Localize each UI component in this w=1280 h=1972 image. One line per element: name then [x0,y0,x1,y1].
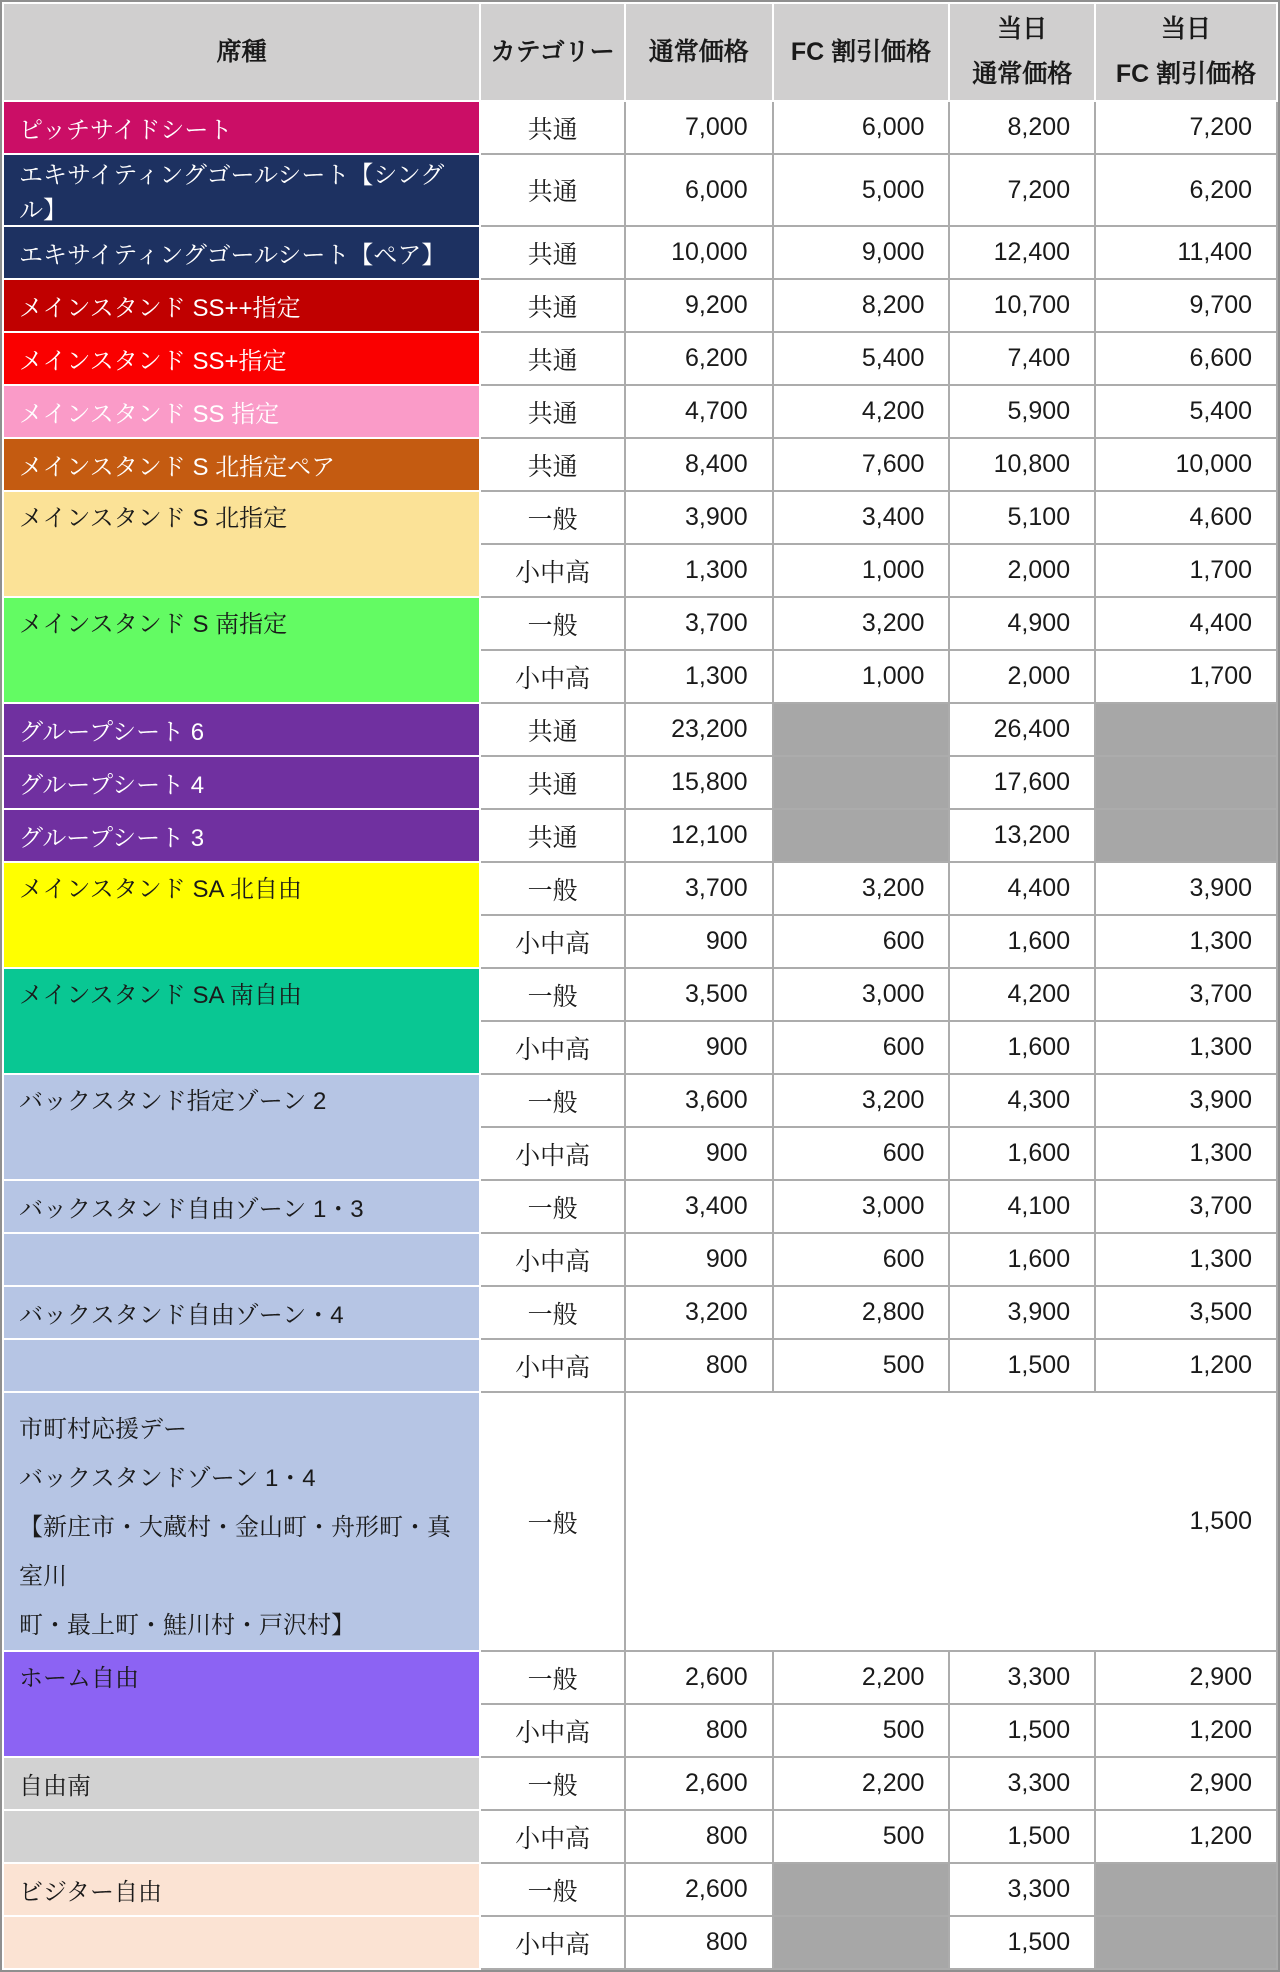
fc-price-cell: 4,200 [773,385,950,438]
fc-price-cell: 2,200 [773,1651,950,1704]
normal-price-cell: 6,200 [625,332,773,385]
category-cell: 一般 [480,1863,625,1916]
category-cell: 小中高 [480,544,625,597]
category-cell: 小中高 [480,1704,625,1757]
sameday-fc-price-cell: 1,300 [1095,1233,1277,1286]
header-normal-price: 通常価格 [625,3,773,101]
category-cell: 共通 [480,703,625,756]
sameday-price-cell: 3,300 [949,1863,1095,1916]
sameday-fc-price-cell: 1,300 [1095,1127,1277,1180]
fc-price-cell: 1,000 [773,544,950,597]
sameday-fc-price-cell-disabled [1095,809,1277,862]
fc-price-cell-disabled [773,756,950,809]
seat-cell: グループシート 4 [3,756,480,809]
fc-price-cell: 600 [773,915,950,968]
fc-price-cell: 9,000 [773,226,950,279]
seat-cell: メインスタンド SS++指定 [3,279,480,332]
seat-cell: 自由南 [3,1757,480,1810]
normal-price-cell: 2,600 [625,1863,773,1916]
seat-cell-continuation [3,1233,480,1286]
table-row [3,226,1277,279]
sameday-price-cell: 10,700 [949,279,1095,332]
seat-cell: ピッチサイドシート [3,101,480,154]
sameday-fc-price-cell: 9,700 [1095,279,1277,332]
sameday-price-cell: 7,200 [949,154,1095,226]
normal-price-cell: 900 [625,1021,773,1074]
fc-price-cell-disabled [773,1916,950,1969]
fc-price-cell: 5,000 [773,154,950,226]
fc-price-cell-disabled [773,1863,950,1916]
category-cell: 共通 [480,101,625,154]
table-row [3,101,1277,154]
seat-cell-continuation [3,1810,480,1863]
category-cell: 小中高 [480,1339,625,1392]
sameday-fc-price-cell: 3,700 [1095,1180,1277,1233]
sameday-fc-price-cell: 3,700 [1095,968,1277,1021]
category-cell: 共通 [480,809,625,862]
table-row [3,1339,1277,1392]
fc-price-cell: 3,000 [773,968,950,1021]
seat-cell: グループシート 3 [3,809,480,862]
fc-price-cell: 600 [773,1021,950,1074]
category-cell: 一般 [480,1757,625,1810]
sameday-price-cell: 1,500 [949,1704,1095,1757]
sameday-price-cell: 3,900 [949,1286,1095,1339]
sameday-fc-price-cell: 2,900 [1095,1757,1277,1810]
table-row [3,703,1277,756]
header-sameday-fc-price [1095,3,1277,101]
sameday-fc-price-cell-disabled [1095,1916,1277,1969]
table-row [3,597,1277,650]
sameday-fc-price-cell: 1,300 [1095,915,1277,968]
sameday-price-cell: 10,800 [949,438,1095,491]
normal-price-cell: 23,200 [625,703,773,756]
fc-price-cell: 500 [773,1704,950,1757]
category-cell: 一般 [480,968,625,1021]
header-sameday-fc-line2: FC 割引価格 [1115,60,1257,88]
sameday-fc-price-cell-disabled [1095,1863,1277,1916]
table-row [3,154,1277,226]
category-cell: 小中高 [480,1810,625,1863]
sameday-price-cell: 4,400 [949,862,1095,915]
normal-price-cell: 1,300 [625,650,773,703]
seat-cell: メインスタンド SS+指定 [3,332,480,385]
normal-price-cell: 3,700 [625,862,773,915]
normal-price-cell: 900 [625,915,773,968]
normal-price-cell: 12,100 [625,809,773,862]
fc-price-cell: 1,000 [773,650,950,703]
sameday-price-cell: 4,300 [949,1074,1095,1127]
seat-cell: エキサイティングゴールシート【シングル】 [3,154,480,226]
sameday-price-cell: 1,500 [949,1916,1095,1969]
fc-price-cell: 2,200 [773,1757,950,1810]
sameday-fc-price-cell: 1,200 [1095,1810,1277,1863]
header-sameday-line2: 通常価格 [972,60,1073,88]
sameday-price-cell: 3,300 [949,1757,1095,1810]
sameday-price-cell: 1,600 [949,1233,1095,1286]
sameday-fc-price-cell: 3,900 [1095,1074,1277,1127]
normal-price-cell: 15,800 [625,756,773,809]
category-cell: 一般 [480,1286,625,1339]
seat-cell: メインスタンド SS 指定 [3,385,480,438]
normal-price-cell: 3,200 [625,1286,773,1339]
table-row [3,385,1277,438]
seat-cell: バックスタンド自由ゾーン・4 [3,1286,480,1339]
fc-price-cell-disabled [773,809,950,862]
fc-price-cell: 3,400 [773,491,950,544]
sameday-fc-price-cell: 1,300 [1095,1021,1277,1074]
sameday-price-cell: 26,400 [949,703,1095,756]
category-cell: 共通 [480,385,625,438]
normal-price-cell: 800 [625,1339,773,1392]
normal-price-cell: 2,600 [625,1757,773,1810]
fc-price-cell: 6,000 [773,101,950,154]
sameday-fc-price-cell-disabled [1095,756,1277,809]
table-row [3,1810,1277,1863]
normal-price-cell: 4,700 [625,385,773,438]
header-fc-discount-price: FC 割引価格 [773,3,950,101]
sameday-price-cell: 8,200 [949,101,1095,154]
sameday-price-cell: 12,400 [949,226,1095,279]
normal-price-cell: 900 [625,1127,773,1180]
category-cell: 小中高 [480,650,625,703]
seat-line: 市町村応援デー [19,1416,187,1443]
table-row [3,1074,1277,1127]
category-cell: 一般 [480,491,625,544]
seat-cell: グループシート 6 [3,703,480,756]
sameday-price-cell: 7,400 [949,332,1095,385]
sameday-fc-price-cell: 5,400 [1095,385,1277,438]
sameday-price-cell: 4,200 [949,968,1095,1021]
sameday-fc-price-cell: 11,400 [1095,226,1277,279]
table-row [3,809,1277,862]
table-row [3,1233,1277,1286]
category-cell: 一般 [480,1180,625,1233]
sameday-fc-price-cell: 1,200 [1095,1704,1277,1757]
normal-price-cell: 3,400 [625,1180,773,1233]
table-row [3,1651,1277,1704]
normal-price-cell: 800 [625,1810,773,1863]
category-cell: 一般 [480,597,625,650]
category-cell: 一般 [480,1651,625,1704]
sameday-fc-price-cell: 2,900 [1095,1651,1277,1704]
category-cell: 小中高 [480,915,625,968]
fc-price-cell: 7,600 [773,438,950,491]
fc-price-cell: 3,200 [773,597,950,650]
normal-price-cell: 900 [625,1233,773,1286]
category-cell: 一般 [480,1074,625,1127]
seat-cell: メインスタンド S 北指定 [3,491,480,597]
header-seat-type: 席種 [3,3,480,101]
normal-price-cell: 800 [625,1916,773,1969]
seat-line: 町・最上町・鮭川村・戸沢村】 [19,1612,355,1639]
seat-cell: バックスタンド自由ゾーン 1・3 [3,1180,480,1233]
normal-price-cell: 1,300 [625,544,773,597]
table-row [3,279,1277,332]
normal-price-cell: 3,600 [625,1074,773,1127]
category-cell: 共通 [480,332,625,385]
fc-price-cell: 500 [773,1810,950,1863]
seat-cell: ビジター自由 [3,1863,480,1916]
category-cell: 共通 [480,154,625,226]
seat-line: バックスタンドゾーン 1・4 [19,1465,316,1492]
fc-price-cell: 500 [773,1339,950,1392]
table-row [3,1916,1277,1969]
ticket-price-table [2,2,1278,1970]
fc-price-cell: 600 [773,1233,950,1286]
seat-cell [3,1392,480,1651]
seat-cell-continuation [3,1916,480,1969]
category-cell: 共通 [480,756,625,809]
sameday-fc-price-cell: 3,500 [1095,1286,1277,1339]
normal-price-cell: 7,000 [625,101,773,154]
seat-cell: メインスタンド SA 北自由 [3,862,480,968]
normal-price-cell: 3,700 [625,597,773,650]
sameday-fc-price-cell: 1,700 [1095,650,1277,703]
sameday-price-cell: 1,500 [949,1810,1095,1863]
category-cell: 小中高 [480,1021,625,1074]
table-row [3,1757,1277,1810]
normal-price-cell: 9,200 [625,279,773,332]
category-cell: 共通 [480,438,625,491]
sameday-price-cell: 1,600 [949,915,1095,968]
header-sameday-fc-line1: 当日 [1161,15,1212,43]
normal-price-cell: 3,900 [625,491,773,544]
sameday-fc-price-cell: 4,400 [1095,597,1277,650]
header-sameday-line1: 当日 [997,15,1048,43]
sameday-fc-price-cell: 6,600 [1095,332,1277,385]
category-cell: 一般 [480,862,625,915]
sameday-price-cell: 13,200 [949,809,1095,862]
sameday-fc-price-cell: 1,200 [1095,1339,1277,1392]
header-row [3,3,1277,101]
sameday-fc-price-cell-disabled [1095,703,1277,756]
normal-price-cell: 3,500 [625,968,773,1021]
sameday-price-cell: 4,900 [949,597,1095,650]
category-cell: 小中高 [480,1233,625,1286]
sameday-price-cell: 2,000 [949,650,1095,703]
sameday-fc-price-cell: 3,900 [1095,862,1277,915]
municipality-support-row [3,1392,1277,1651]
table-row [3,491,1277,544]
table-row [3,1863,1277,1916]
table-row [3,1286,1277,1339]
table-row [3,862,1277,915]
category-cell: 一般 [480,1392,625,1651]
fc-price-cell: 2,800 [773,1286,950,1339]
seat-line: 【新庄市・大蔵村・金山町・舟形町・真室川 [19,1514,451,1590]
seat-cell: メインスタンド S 北指定ペア [3,438,480,491]
sameday-fc-price-cell: 7,200 [1095,101,1277,154]
fc-price-cell-disabled [773,703,950,756]
table-row [3,332,1277,385]
header-category: カテゴリー [480,3,625,101]
fc-price-cell: 3,200 [773,1074,950,1127]
table-row [3,968,1277,1021]
sameday-price-cell: 3,300 [949,1651,1095,1704]
table-row [3,1180,1277,1233]
normal-price-cell: 800 [625,1704,773,1757]
sameday-fc-price-cell: 4,600 [1095,491,1277,544]
sameday-price-cell: 1,600 [949,1127,1095,1180]
category-cell: 小中高 [480,1127,625,1180]
table-row [3,756,1277,809]
sameday-price-cell: 4,100 [949,1180,1095,1233]
sameday-fc-price-cell: 10,000 [1095,438,1277,491]
fc-price-cell: 5,400 [773,332,950,385]
fc-price-cell: 600 [773,1127,950,1180]
sameday-price-cell: 2,000 [949,544,1095,597]
normal-price-cell: 2,600 [625,1651,773,1704]
fc-price-cell: 3,200 [773,862,950,915]
seat-cell: エキサイティングゴールシート【ペア】 [3,226,480,279]
sameday-price-cell: 5,100 [949,491,1095,544]
sameday-fc-price-cell: 1,700 [1095,544,1277,597]
normal-price-cell: 6,000 [625,154,773,226]
table-row [3,438,1277,491]
category-cell: 共通 [480,226,625,279]
category-cell: 小中高 [480,1916,625,1969]
sameday-price-cell: 1,600 [949,1021,1095,1074]
fc-price-cell: 3,000 [773,1180,950,1233]
normal-price-cell: 10,000 [625,226,773,279]
sameday-price-cell: 1,500 [949,1339,1095,1392]
seat-cell: メインスタンド S 南指定 [3,597,480,703]
sameday-price-cell: 17,600 [949,756,1095,809]
category-cell: 共通 [480,279,625,332]
merged-price-cell: 1,500 [625,1392,1277,1651]
seat-cell: メインスタンド SA 南自由 [3,968,480,1074]
seat-cell-continuation [3,1339,480,1392]
normal-price-cell: 8,400 [625,438,773,491]
seat-cell: バックスタンド指定ゾーン 2 [3,1074,480,1180]
sameday-price-cell: 5,900 [949,385,1095,438]
fc-price-cell: 8,200 [773,279,950,332]
seat-cell: ホーム自由 [3,1651,480,1757]
sameday-fc-price-cell: 6,200 [1095,154,1277,226]
header-sameday-normal-price [949,3,1095,101]
